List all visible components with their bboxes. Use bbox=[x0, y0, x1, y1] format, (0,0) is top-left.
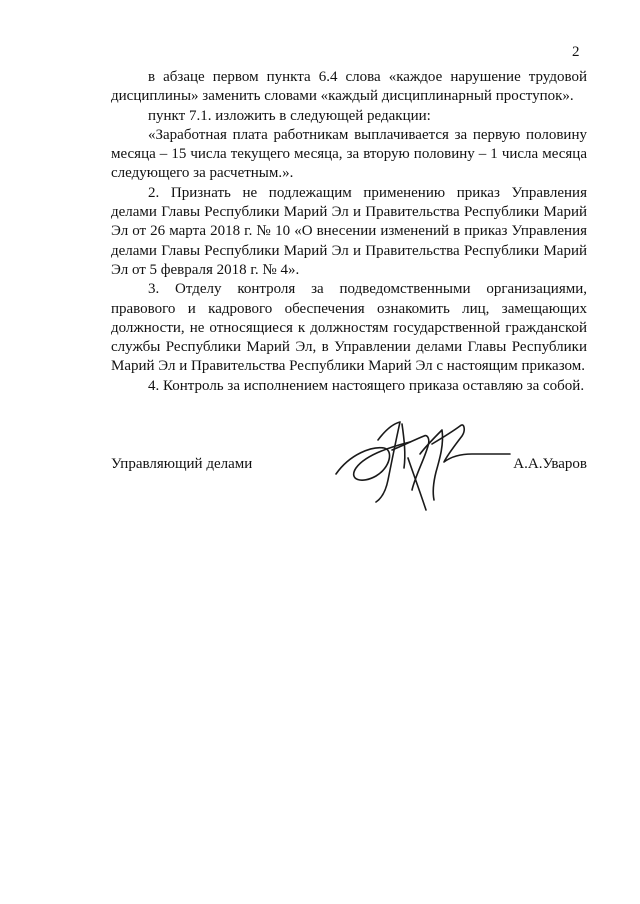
signer-name: А.А.Уваров bbox=[513, 456, 587, 472]
paragraph-item-2: 2. Признать не подлежащим применению приказ Управления делами Главы Республики Марий Эл и Правительства Республики Марий Эл от 26 марта 2018 г. № 10 «О внесении изменений в приказ Управления делами Главы Республики Марий Эл и Правительства Республики Марий Эл от 5 февраля 2018 г. № 4». bbox=[111, 184, 587, 278]
page-number: 2 bbox=[572, 44, 580, 60]
handwritten-signature-icon bbox=[332, 410, 512, 520]
document-body bbox=[111, 68, 587, 396]
signer-title: Управляющий делами bbox=[111, 456, 253, 472]
paragraph-amend-7-1: пункт 7.1. изложить в следующей редакции: bbox=[148, 107, 431, 124]
paragraph-salary-quote: «Заработная плата работникам выплачивается за первую половину месяца – 15 числа текущего месяца, за вторую половину – 1 числа месяца следующего за расчетным.». bbox=[111, 126, 587, 182]
paragraph-item-4: 4. Контроль за исполнением настоящего приказа оставляю за собой. bbox=[148, 377, 585, 394]
paragraph-amend-6-4: в абзаце первом пункта 6.4 слова «каждое нарушение трудовой дисциплины» заменить словами «каждый дисциплинарный проступок». bbox=[111, 69, 587, 105]
paragraph-item-3: 3. Отделу контроля за подведомственными организациями, правового и кадрового обеспечения ознакомить лиц, замещающих должности, не относящиеся к должностям государственной гражданской службы Республики Марий Эл, в Управлении делами Главы Республики Марий Эл и Правительства Республики Марий Эл с настоящим приказом. bbox=[111, 281, 587, 375]
